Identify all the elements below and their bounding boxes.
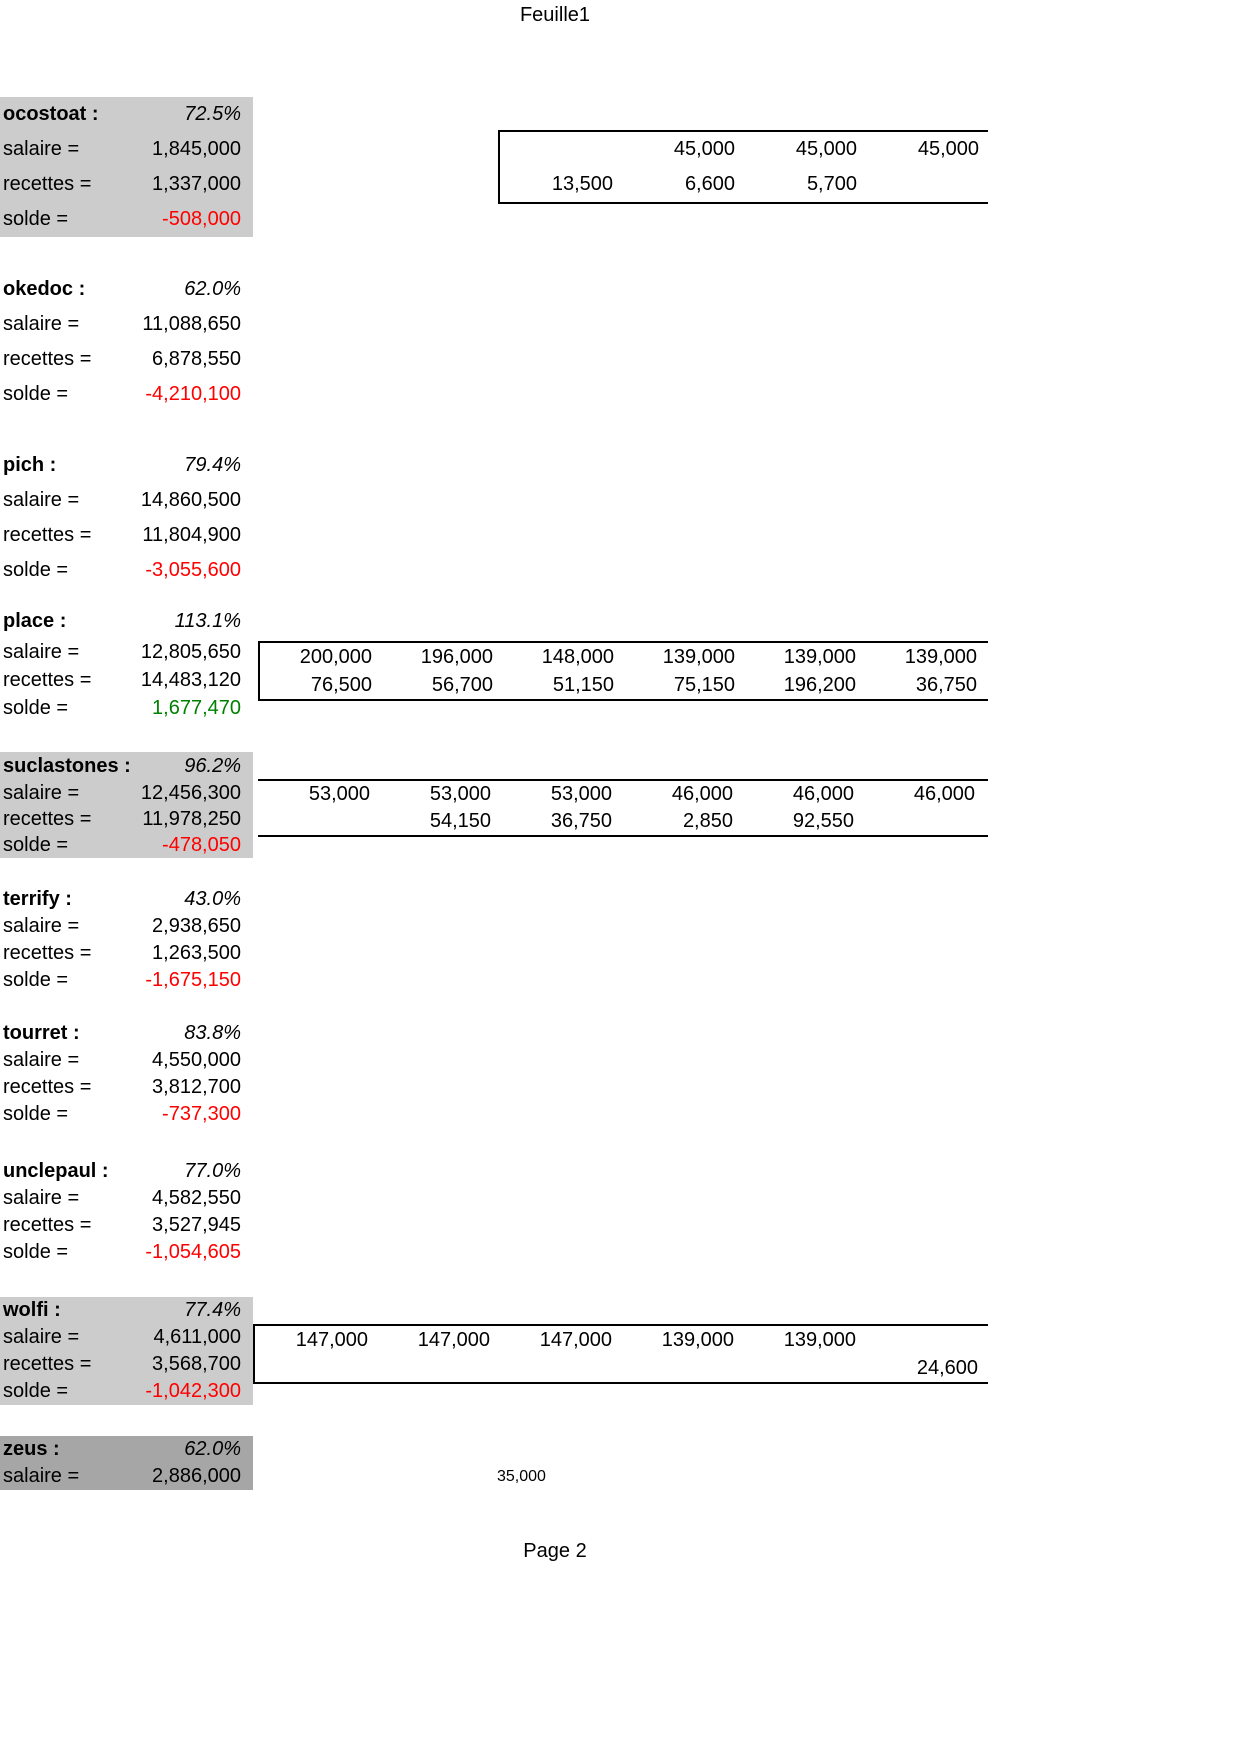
salaire-value: 12,805,650 — [140, 641, 241, 663]
recettes-value: 1,263,500 — [152, 942, 241, 964]
entity-percent: 62.0% — [184, 1438, 241, 1460]
salaire-row — [0, 1185, 253, 1212]
cell — [499, 1354, 621, 1382]
table-row — [260, 643, 988, 671]
solde-label: solde = — [3, 1380, 69, 1402]
entity-block-tourret — [0, 1020, 253, 1128]
solde-label: solde = — [3, 208, 69, 230]
salaire-label: salaire = — [3, 782, 80, 804]
recettes-value: 3,812,700 — [152, 1076, 241, 1098]
salaire-value: 2,938,650 — [152, 915, 241, 937]
cell — [500, 132, 622, 167]
entity-name: wolfi : — [3, 1299, 61, 1321]
cell: 46,000 — [792, 783, 854, 805]
entity-block-pich — [0, 448, 253, 588]
cell — [253, 1463, 375, 1491]
solde-row — [0, 694, 253, 722]
solde-value: -3,055,600 — [145, 559, 241, 581]
recettes-row — [0, 666, 253, 694]
cell: 139,000 — [783, 1329, 856, 1351]
recettes-row — [0, 1212, 253, 1239]
solde-value: 1,677,470 — [152, 697, 241, 719]
cell: 196,200 — [783, 674, 856, 696]
cell: 148,000 — [541, 646, 614, 668]
salaire-value: 4,582,550 — [152, 1187, 241, 1209]
recettes-value: 3,527,945 — [152, 1214, 241, 1236]
wolfi-table — [253, 1324, 988, 1384]
entity-percent: 79.4% — [184, 454, 241, 476]
cell: 139,000 — [662, 646, 735, 668]
solde-label: solde = — [3, 697, 69, 719]
cell — [377, 1354, 499, 1382]
recettes-value: 11,978,250 — [142, 808, 241, 830]
salaire-row — [0, 132, 253, 167]
entity-title-row — [0, 886, 253, 913]
salaire-label: salaire = — [3, 489, 80, 511]
salaire-row — [0, 307, 253, 342]
salaire-label: salaire = — [3, 1049, 80, 1071]
cell: 53,000 — [308, 783, 370, 805]
solde-row — [0, 1239, 253, 1266]
cell: 53,000 — [429, 783, 491, 805]
salaire-value: 1,845,000 — [152, 138, 241, 160]
solde-label: solde = — [3, 834, 69, 856]
place-table — [258, 641, 988, 701]
cell: 139,000 — [904, 646, 977, 668]
entity-title-row — [0, 1297, 253, 1324]
entity-name: pich : — [3, 454, 57, 476]
salaire-value: 4,611,000 — [153, 1326, 241, 1348]
entity-block-okedoc — [0, 272, 253, 412]
entity-percent: 83.8% — [184, 1022, 241, 1044]
entity-title-row — [0, 448, 253, 483]
recettes-row — [0, 518, 253, 553]
solde-value: -478,050 — [162, 834, 241, 856]
salaire-label: salaire = — [3, 313, 80, 335]
table-row — [255, 1354, 988, 1382]
recettes-value: 14,483,120 — [140, 669, 241, 691]
cell: 35,000 — [497, 1468, 546, 1485]
recettes-label: recettes = — [3, 1076, 92, 1098]
page-number-footer: Page 2 — [523, 1540, 587, 1562]
salaire-value: 4,550,000 — [152, 1049, 241, 1071]
salaire-value: 2,886,000 — [152, 1465, 241, 1487]
entity-title-row — [0, 272, 253, 307]
cell: 147,000 — [417, 1329, 490, 1351]
entity-title-row — [0, 605, 253, 638]
cell: 147,000 — [295, 1329, 368, 1351]
entity-block-place — [0, 605, 253, 722]
recettes-label: recettes = — [3, 173, 92, 195]
cell: 51,150 — [552, 674, 614, 696]
recettes-value: 6,878,550 — [152, 348, 241, 370]
ocostoat-table — [498, 130, 988, 204]
solde-value: -737,300 — [162, 1103, 241, 1125]
recettes-label: recettes = — [3, 808, 92, 830]
recettes-row — [0, 1074, 253, 1101]
cell: 13,500 — [551, 173, 613, 195]
cell: 2,850 — [682, 810, 733, 832]
entity-percent: 72.5% — [184, 103, 241, 125]
salaire-row — [0, 483, 253, 518]
salaire-value: 11,088,650 — [142, 313, 241, 335]
cell: 36,750 — [550, 810, 612, 832]
salaire-label: salaire = — [3, 1465, 80, 1487]
cell — [255, 1354, 377, 1382]
cell: 200,000 — [299, 646, 372, 668]
salaire-row — [0, 913, 253, 940]
cell: 76,500 — [310, 674, 372, 696]
zeus-table — [253, 1463, 988, 1491]
salaire-label: salaire = — [3, 138, 80, 160]
recettes-row — [0, 806, 253, 832]
solde-row — [0, 1378, 253, 1405]
table-row — [500, 132, 988, 167]
solde-value: -1,675,150 — [145, 969, 241, 991]
entity-title-row — [0, 752, 253, 780]
salaire-row — [0, 1463, 253, 1490]
entity-title-row — [0, 97, 253, 132]
entity-name: ocostoat : — [3, 103, 99, 125]
cell — [863, 808, 984, 835]
table-row — [255, 1326, 988, 1354]
recettes-row — [0, 1351, 253, 1378]
cell: 5,700 — [806, 173, 857, 195]
entity-block-unclepaul — [0, 1158, 253, 1266]
entity-block-zeus — [0, 1436, 253, 1490]
entity-name: suclastones : — [3, 755, 131, 777]
salaire-label: salaire = — [3, 1326, 80, 1348]
cell — [375, 1463, 497, 1491]
entity-percent: 43.0% — [184, 888, 241, 910]
cell: 45,000 — [673, 138, 735, 160]
entity-percent: 96.2% — [184, 755, 241, 777]
solde-row — [0, 202, 253, 237]
table-row — [260, 671, 988, 699]
solde-row — [0, 377, 253, 412]
salaire-row — [0, 638, 253, 666]
cell — [865, 1326, 987, 1354]
cell: 56,700 — [431, 674, 493, 696]
entity-percent: 113.1% — [174, 610, 241, 632]
entity-name: unclepaul : — [3, 1160, 109, 1182]
salaire-value: 12,456,300 — [140, 782, 241, 804]
entity-block-terrify — [0, 886, 253, 994]
cell — [621, 1354, 743, 1382]
entity-block-suclastones — [0, 752, 253, 858]
recettes-row — [0, 940, 253, 967]
sheet-name-header: Feuille1 — [519, 4, 591, 26]
recettes-row — [0, 167, 253, 202]
cell — [866, 167, 988, 202]
cell: 36,750 — [915, 674, 977, 696]
cell: 196,000 — [420, 646, 493, 668]
cell: 139,000 — [783, 646, 856, 668]
cell — [863, 1463, 985, 1491]
entity-name: okedoc : — [3, 278, 86, 300]
entity-block-ocostoat — [0, 97, 253, 237]
cell — [258, 808, 379, 835]
recettes-row — [0, 342, 253, 377]
table-row — [500, 167, 988, 202]
solde-value: -1,042,300 — [145, 1380, 241, 1402]
recettes-value: 3,568,700 — [152, 1353, 241, 1375]
cell: 46,000 — [671, 783, 733, 805]
solde-label: solde = — [3, 559, 69, 581]
cell: 139,000 — [661, 1329, 734, 1351]
cell: 75,150 — [673, 674, 735, 696]
entity-block-wolfi — [0, 1297, 253, 1405]
cell: 45,000 — [917, 138, 979, 160]
cell — [619, 1463, 741, 1491]
suclastones-table — [258, 779, 988, 837]
solde-label: solde = — [3, 1103, 69, 1125]
solde-row — [0, 1101, 253, 1128]
solde-value: -4,210,100 — [145, 383, 241, 405]
solde-row — [0, 553, 253, 588]
salaire-row — [0, 780, 253, 806]
cell: 45,000 — [795, 138, 857, 160]
salaire-label: salaire = — [3, 641, 80, 663]
entity-name: tourret : — [3, 1022, 80, 1044]
cell: 147,000 — [539, 1329, 612, 1351]
salaire-label: salaire = — [3, 1187, 80, 1209]
cell: 24,600 — [916, 1357, 978, 1379]
entity-title-row — [0, 1020, 253, 1047]
solde-row — [0, 967, 253, 994]
recettes-label: recettes = — [3, 942, 92, 964]
entity-percent: 62.0% — [184, 278, 241, 300]
cell: 92,550 — [792, 810, 854, 832]
salaire-label: salaire = — [3, 915, 80, 937]
recettes-value: 11,804,900 — [142, 524, 241, 546]
solde-label: solde = — [3, 969, 69, 991]
table-row — [258, 781, 988, 808]
entity-title-row — [0, 1436, 253, 1463]
solde-label: solde = — [3, 1241, 69, 1263]
cell: 54,150 — [429, 810, 491, 832]
recettes-label: recettes = — [3, 524, 92, 546]
solde-value: -1,054,605 — [145, 1241, 241, 1263]
recettes-label: recettes = — [3, 1214, 92, 1236]
solde-value: -508,000 — [162, 208, 241, 230]
cell — [741, 1463, 863, 1491]
salaire-row — [0, 1047, 253, 1074]
cell: 46,000 — [913, 783, 975, 805]
salaire-value: 14,860,500 — [140, 489, 241, 511]
entity-name: place : — [3, 610, 67, 632]
solde-row — [0, 832, 253, 858]
entity-name: zeus : — [3, 1438, 60, 1460]
entity-percent: 77.0% — [184, 1160, 241, 1182]
recettes-label: recettes = — [3, 1353, 92, 1375]
entity-title-row — [0, 1158, 253, 1185]
entity-percent: 77.4% — [184, 1299, 241, 1321]
salaire-row — [0, 1324, 253, 1351]
recettes-value: 1,337,000 — [152, 173, 241, 195]
entity-name: terrify : — [3, 888, 72, 910]
solde-label: solde = — [3, 383, 69, 405]
cell: 6,600 — [684, 173, 735, 195]
recettes-label: recettes = — [3, 348, 92, 370]
recettes-label: recettes = — [3, 669, 92, 691]
cell — [743, 1354, 865, 1382]
table-row — [258, 808, 988, 835]
cell: 53,000 — [550, 783, 612, 805]
